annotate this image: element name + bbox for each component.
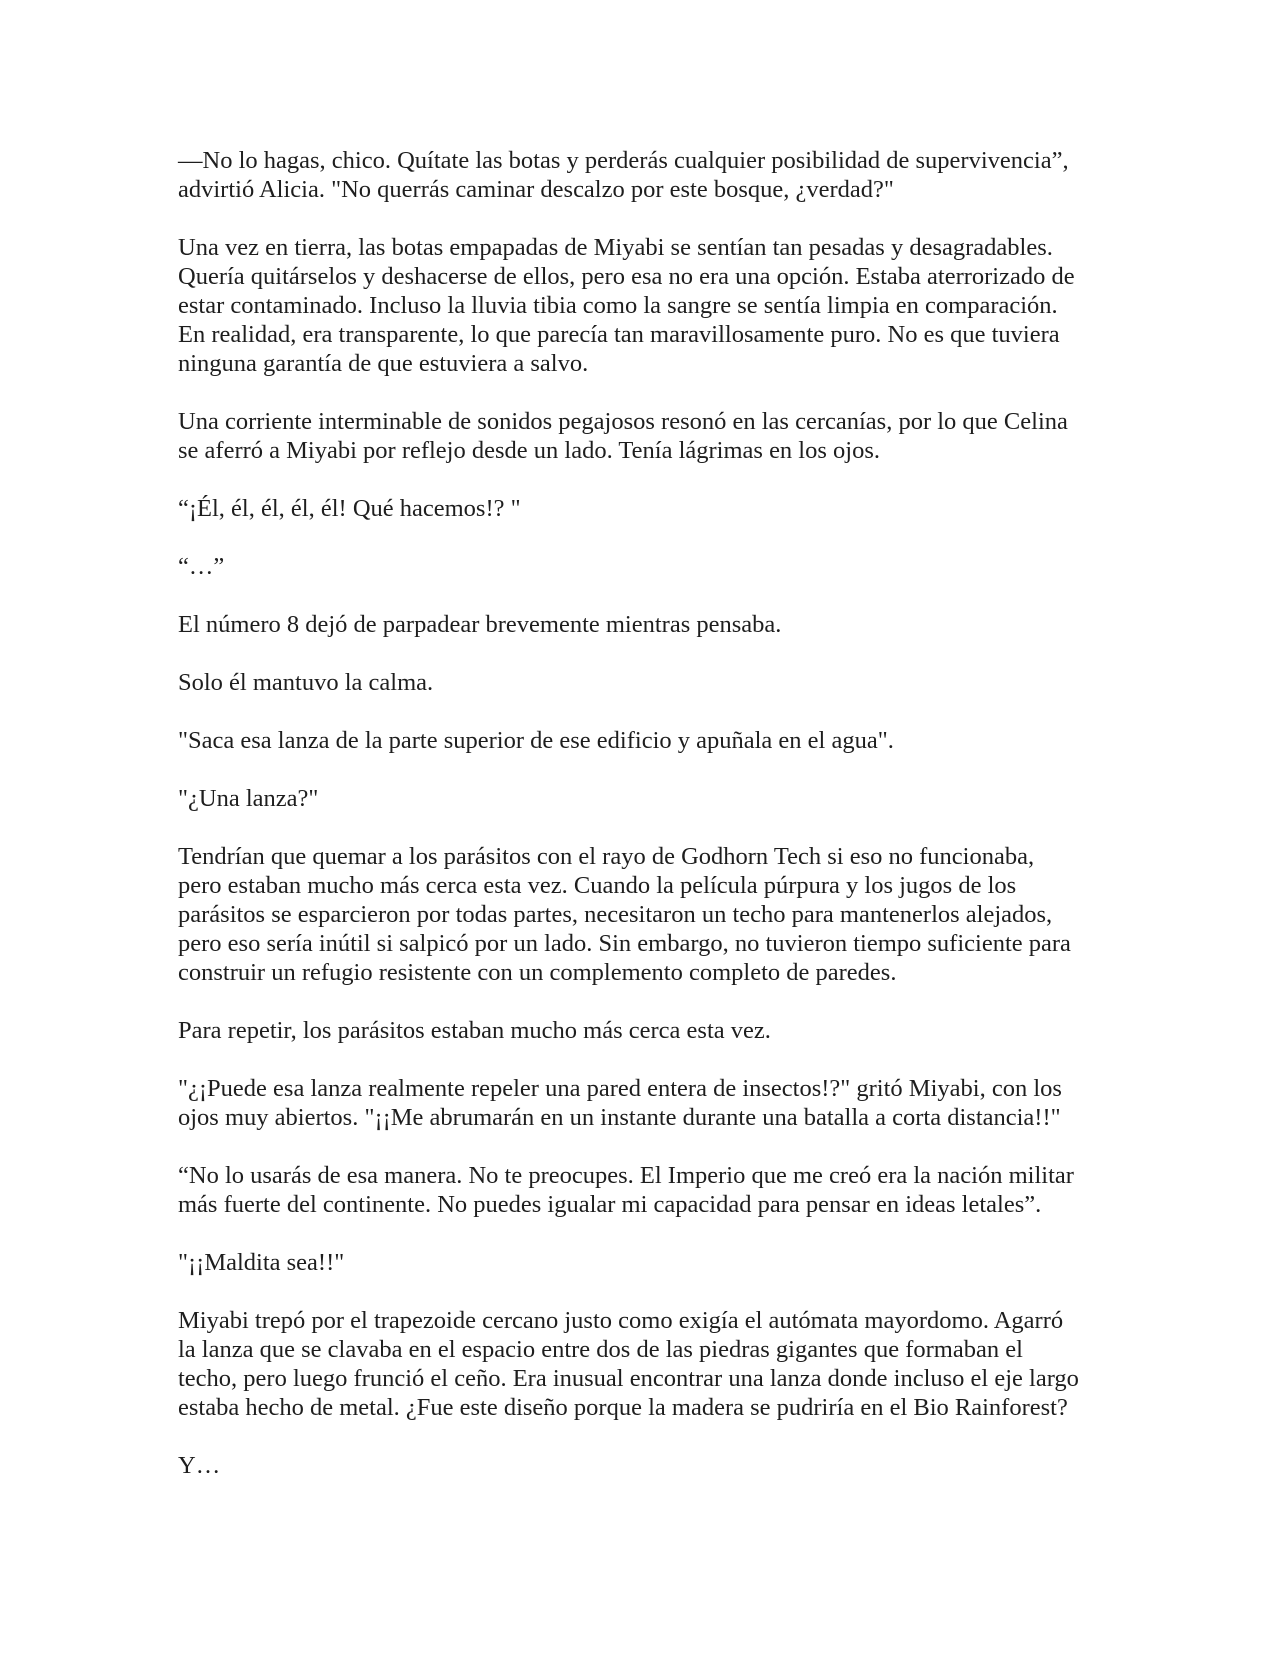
text-line: advirtió Alicia. "No querrás caminar descalzo por este bosque, ¿verdad?" — [178, 176, 894, 203]
text-line: —No lo hagas, chico. Quítate las botas y perderás cualquier posibilidad de supervivencia”, — [178, 147, 1069, 174]
paragraph — [178, 552, 1118, 581]
text-line: Quería quitárselos y deshacerse de ellos, pero esa no era una opción. Estaba aterrorizado de — [178, 263, 1075, 290]
paragraph — [178, 1074, 1118, 1132]
paragraph — [178, 1016, 1118, 1045]
text-line: la lanza que se clavaba en el espacio entre dos de las piedras gigantes que formaban el — [178, 1336, 1023, 1363]
text-line: Para repetir, los parásitos estaban mucho más cerca esta vez. — [178, 1017, 771, 1044]
text-line: construir un refugio resistente con un complemento completo de paredes. — [178, 959, 897, 986]
text-line: El número 8 dejó de parpadear brevemente mientras pensaba. — [178, 611, 782, 638]
paragraph — [178, 784, 1118, 813]
paragraph — [178, 407, 1118, 465]
text-line: Tendrían que quemar a los parásitos con el rayo de Godhorn Tech si eso no funcionaba, — [178, 843, 1035, 870]
text-line: Miyabi trepó por el trapezoide cercano justo como exigía el autómata mayordomo. Agarró — [178, 1307, 1064, 1334]
paragraph — [178, 494, 1118, 523]
text-line: "¡¡Maldita sea!!" — [178, 1249, 345, 1276]
paragraph — [178, 1248, 1118, 1277]
paragraph — [178, 668, 1118, 697]
text-line: Solo él mantuvo la calma. — [178, 669, 434, 696]
text-line: “¡Él, él, él, él, él! Qué hacemos!? " — [178, 495, 521, 522]
document-page — [178, 146, 1118, 1509]
text-line: En realidad, era transparente, lo que parecía tan maravillosamente puro. No es que tuviera — [178, 321, 1060, 348]
paragraph — [178, 146, 1118, 204]
text-line: “…” — [178, 553, 225, 580]
paragraph — [178, 1161, 1118, 1219]
text-line: pero estaban mucho más cerca esta vez. Cuando la película púrpura y los jugos de los — [178, 872, 1017, 899]
text-line: "Saca esa lanza de la parte superior de ese edificio y apuñala en el agua". — [178, 727, 894, 754]
paragraph — [178, 726, 1118, 755]
text-line: "¿¡Puede esa lanza realmente repeler una pared entera de insectos!?" gritó Miyabi, con los — [178, 1075, 1062, 1102]
paragraph — [178, 842, 1118, 987]
text-line: pero eso sería inútil si salpicó por un lado. Sin embargo, no tuvieron tiempo suficiente para — [178, 930, 1071, 957]
paragraph — [178, 1306, 1118, 1422]
text-line: ojos muy abiertos. "¡¡Me abrumarán en un instante durante una batalla a corta distancia!!" — [178, 1104, 1061, 1131]
paragraph — [178, 610, 1118, 639]
text-line: "¿Una lanza?" — [178, 785, 319, 812]
text-line: más fuerte del continente. No puedes igualar mi capacidad para pensar en ideas letales”. — [178, 1191, 1042, 1218]
text-line: se aferró a Miyabi por reflejo desde un lado. Tenía lágrimas en los ojos. — [178, 437, 880, 464]
text-line: estaba hecho de metal. ¿Fue este diseño porque la madera se pudriría en el Bio Rainforest? — [178, 1394, 1068, 1421]
text-line: estar contaminado. Incluso la lluvia tibia como la sangre se sentía limpia en comparación. — [178, 292, 1058, 319]
text-line: parásitos se esparcieron por todas partes, necesitaron un techo para mantenerlos alejados, — [178, 901, 1053, 928]
text-line: Y… — [178, 1452, 221, 1479]
paragraph — [178, 233, 1118, 378]
text-line: Una vez en tierra, las botas empapadas de Miyabi se sentían tan pesadas y desagradables. — [178, 234, 1053, 261]
text-line: ninguna garantía de que estuviera a salvo. — [178, 350, 589, 377]
text-line: “No lo usarás de esa manera. No te preocupes. El Imperio que me creó era la nación militar — [178, 1162, 1074, 1189]
text-line: techo, pero luego frunció el ceño. Era inusual encontrar una lanza donde incluso el eje largo — [178, 1365, 1079, 1392]
paragraph — [178, 1451, 1118, 1480]
text-line: Una corriente interminable de sonidos pegajosos resonó en las cercanías, por lo que Celina — [178, 408, 1068, 435]
